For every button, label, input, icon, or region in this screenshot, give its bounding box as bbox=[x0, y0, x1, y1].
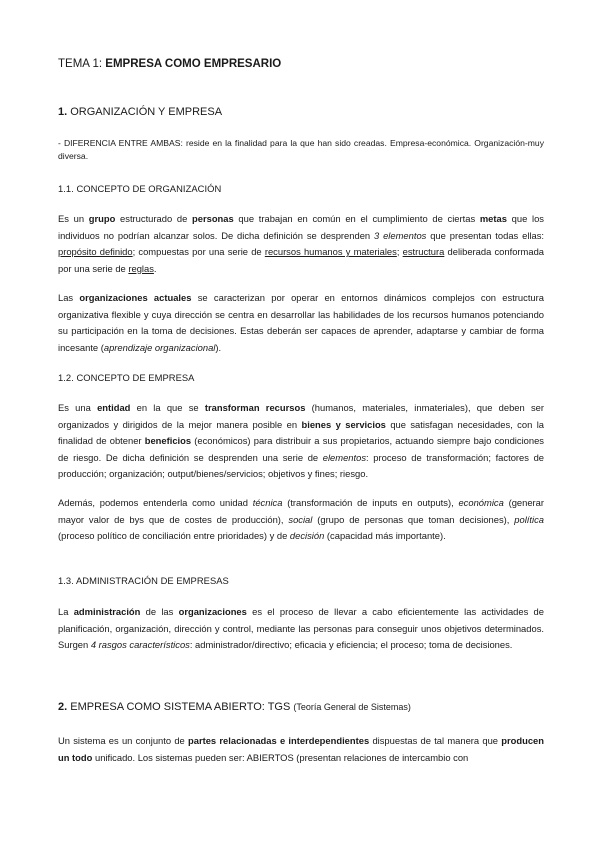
subsection-1-1-heading: 1.1. CONCEPTO DE ORGANIZACIÓN bbox=[58, 183, 222, 194]
section-1-number: 1. bbox=[58, 106, 68, 118]
subsection-1-2-paragraph-1: Es una entidad en la que se transforman recursos (humanos, materiales, inmateriales), que deben ser organizados y dirigidos de la mejor manera posible en bienes y servicios que satisfagan necesidades, con la finalidad de obtener beneficios (económicos) para distribuir a sus propietarios, actuando siempre bajo condiciones de riesgo. De dicha definición se desprenden una serie de elementos: proceso de transformación; factores de producción; organización; output/bienes/servicios; objetivos y fines; riesgo. bbox=[58, 402, 545, 479]
subsection-1-3-paragraph-1: La administración de las organizaciones es el proceso de llevar a cabo eficientemente las actividades de planificación, organización, dirección y control, mediante las personas para conseguir unos objetivos determinados. Surgen 4 rasgos característicos: administrador/directivo; eficacia y eficiencia; el proceso; toma de decisiones. bbox=[58, 606, 544, 650]
section-2-number: 2. bbox=[58, 701, 68, 713]
subsection-1-2-heading: 1.2. CONCEPTO DE EMPRESA bbox=[58, 372, 195, 383]
title-bold: EMPRESA COMO EMPRESARIO bbox=[105, 58, 282, 70]
subsection-1-2-paragraph-2: Además, podemos entenderla como unidad técnica (transformación de inputs en outputs), económica (generar mayor valor de bys que de costes de producción), social (grupo de personas que toman decisiones), política (proceso político de conciliación entre prioridades) y de decisión (capacidad más importante). bbox=[58, 497, 545, 541]
title-prefix: TEMA 1: bbox=[58, 58, 106, 70]
section-2-paragraph-1: Un sistema es un conjunto de partes relacionadas e interdependientes dispuestas de tal manera que producen un todo unificado. Los sistemas pueden ser: ABIERTOS (presentan relaciones de intercambio con bbox=[58, 735, 544, 763]
section-2-title: EMPRESA COMO SISTEMA ABIERTO: TGS bbox=[67, 701, 294, 713]
section-2-heading bbox=[58, 701, 411, 713]
subsection-1-1-paragraph-2: Las organizaciones actuales se caracterizan por operar en entornos dinámicos complejos con estructura organizativa flexible y cuya dirección se centra en desarrollar las habilidades de los recursos humanos potenciando su participación en la toma de decisiones. Estas deberán ser capaces de aprender, adaptarse y cambiar de forma incesante (aprendizaje organizacional). bbox=[58, 292, 544, 353]
document-title bbox=[58, 58, 281, 70]
section-1-heading bbox=[58, 106, 222, 118]
section-2-subtitle: (Teoría General de Sistemas) bbox=[293, 702, 411, 712]
subsection-1-1-paragraph-1: Es un grupo estructurado de personas que trabajan en común en el cumplimiento de ciertas metas que los individuos no podrían alcanzar solos. De dicha definición se desprenden 3 elementos que presentan todas ellas: propósito definido; compuestas por una serie de recursos humanos y materiales; estructura deliberada conformada por una serie de reglas. bbox=[58, 213, 544, 274]
section-1-title: ORGANIZACIÓN Y EMPRESA bbox=[67, 106, 223, 118]
section-1-intro: - DIFERENCIA ENTRE AMBAS: reside en la finalidad para la que han sido creadas. Empresa-económica. Organización-muy diversa. bbox=[58, 138, 544, 161]
subsection-1-3-heading: 1.3. ADMINISTRACIÓN DE EMPRESAS bbox=[58, 575, 229, 586]
